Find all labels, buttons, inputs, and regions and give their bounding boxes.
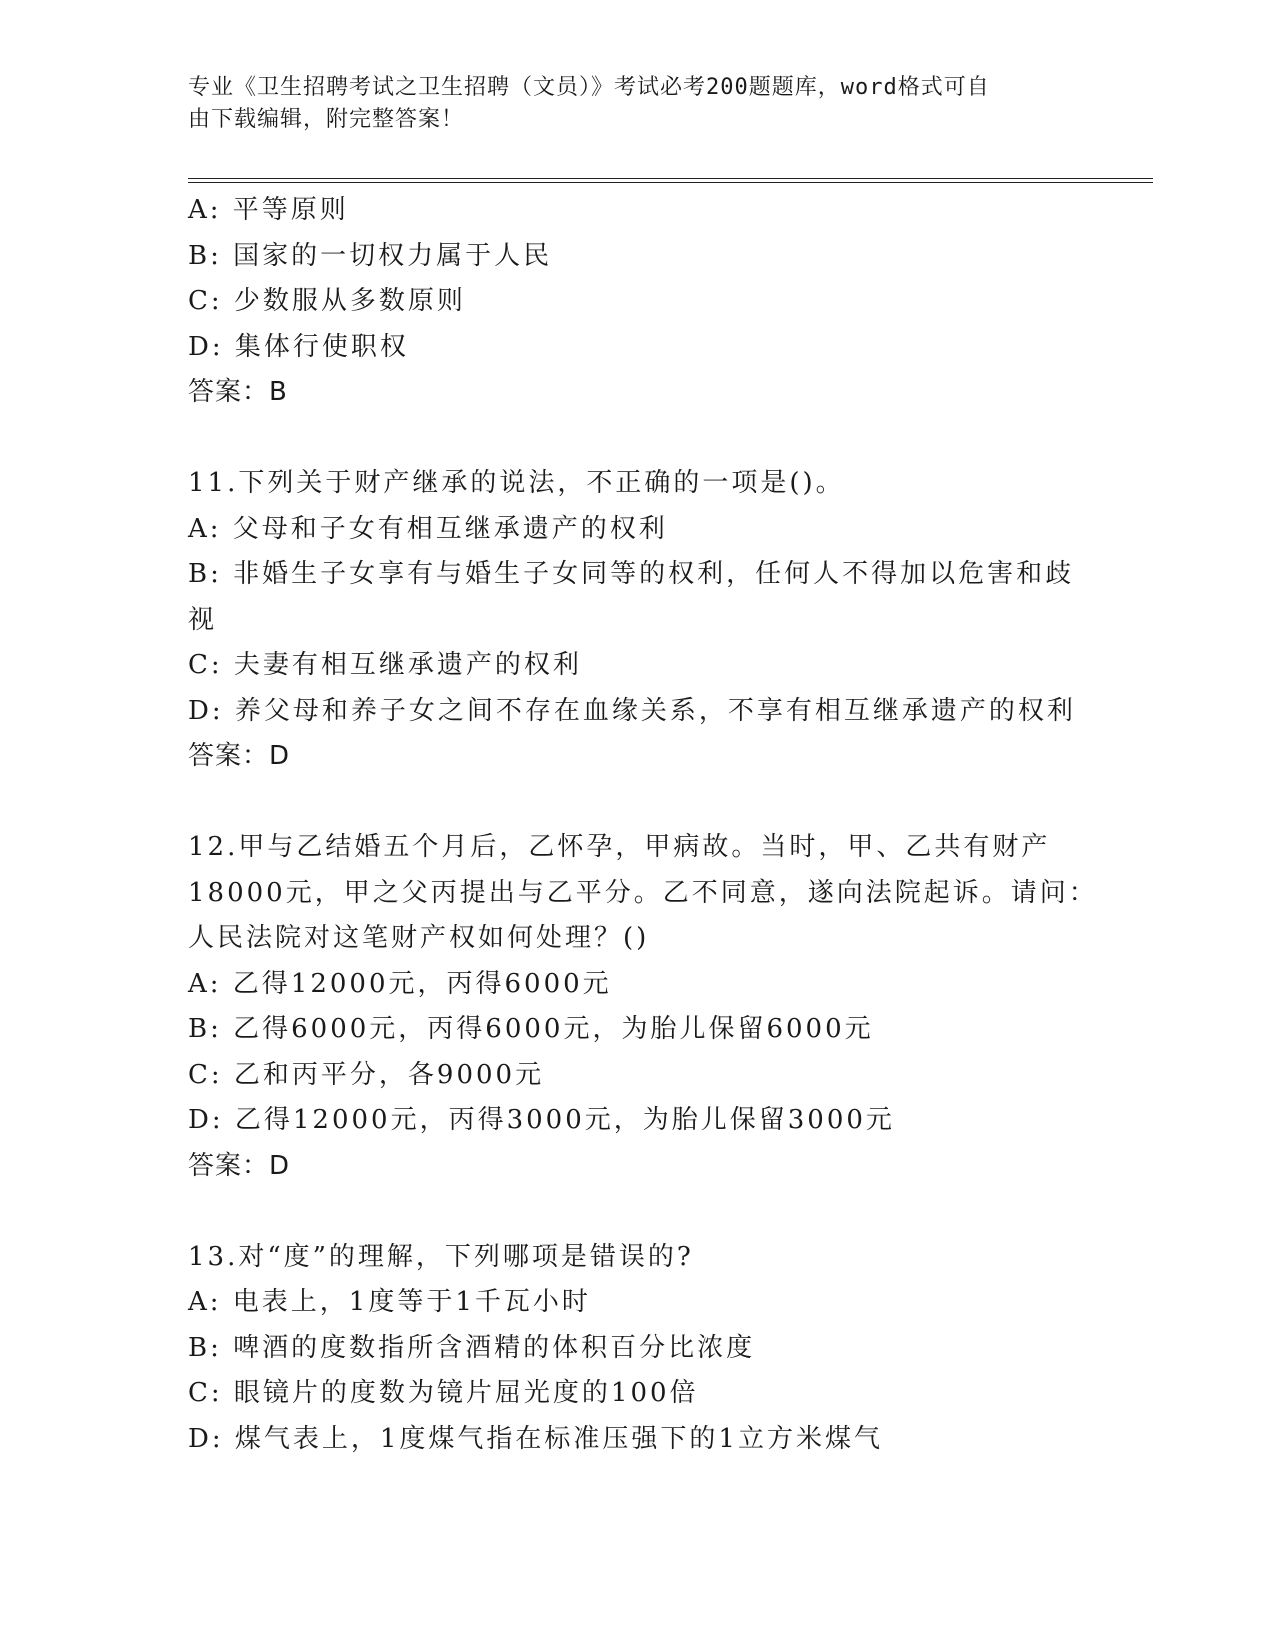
question-text: 11.下列关于财产继承的说法，不正确的一项是()。 (188, 468, 845, 498)
question-text-continued: 人民法院对这笔财产权如何处理？() (188, 923, 650, 953)
question-10-block (188, 188, 1088, 416)
option-a: A: 父母和子女有相互继承遗产的权利 (188, 513, 668, 544)
question-text-continued: 18000元，甲之父丙提出与乙平分。乙不同意，遂向法院起诉。请问： (188, 877, 1098, 908)
header-line-2: 由下载编辑，附完整答案！ (188, 107, 465, 132)
option-d: D: 养父母和养子女之间不存在血缘关系，不享有相互继承遗产的权利 (188, 695, 1076, 726)
document-header (188, 72, 1068, 136)
option-c: C: 夫妻有相互继承遗产的权利 (188, 650, 582, 680)
question-content (188, 188, 1098, 1462)
answer-line: 答案：D (188, 741, 291, 771)
option-b-continued: 视 (188, 604, 218, 635)
option-c: C: 眼镜片的度数为镜片屈光度的100倍 (188, 1378, 699, 1408)
option-a: A: 平等原则 (188, 195, 349, 225)
option-a: A: 乙得12000元，丙得6000元 (188, 968, 612, 999)
option-d: D: 煤气表上，1度煤气指在标准压强下的1立方米煤气 (188, 1423, 883, 1454)
answer-line: 答案：D (188, 1150, 291, 1181)
question-13-block (188, 1235, 1088, 1463)
option-b: B: 非婚生子女享有与婚生子女同等的权利，任何人不得加以危害和歧 (188, 559, 1075, 589)
question-text: 13.对“度”的理解，下列哪项是错误的? (188, 1241, 694, 1272)
option-c: C: 少数服从多数原则 (188, 286, 466, 316)
question-text: 12.甲与乙结婚五个月后，乙怀孕，甲病故。当时，甲、乙共有财产 (188, 832, 1051, 862)
option-b: B: 啤酒的度数指所含酒精的体积百分比浓度 (188, 1332, 756, 1363)
option-b: B: 乙得6000元，丙得6000元，为胎儿保留6000元 (188, 1014, 874, 1044)
option-b: B: 国家的一切权力属于人民 (188, 240, 553, 271)
option-a: A: 电表上，1度等于1千瓦小时 (188, 1287, 591, 1317)
header-divider (188, 178, 1153, 183)
spacer (188, 416, 1088, 462)
spacer (188, 780, 1088, 826)
answer-line: 答案：B (188, 377, 288, 407)
option-d: D: 集体行使职权 (188, 331, 409, 362)
header-line-1: 专业《卫生招聘考试之卫生招聘（文员）》考试必考200题题库，word格式可自 (188, 75, 990, 100)
spacer (188, 1189, 1088, 1235)
question-11-block (188, 461, 1088, 780)
question-12-block (188, 825, 1098, 1189)
option-c: C: 乙和丙平分，各9000元 (188, 1059, 545, 1090)
option-d: D: 乙得12000元，丙得3000元，为胎儿保留3000元 (188, 1105, 895, 1135)
